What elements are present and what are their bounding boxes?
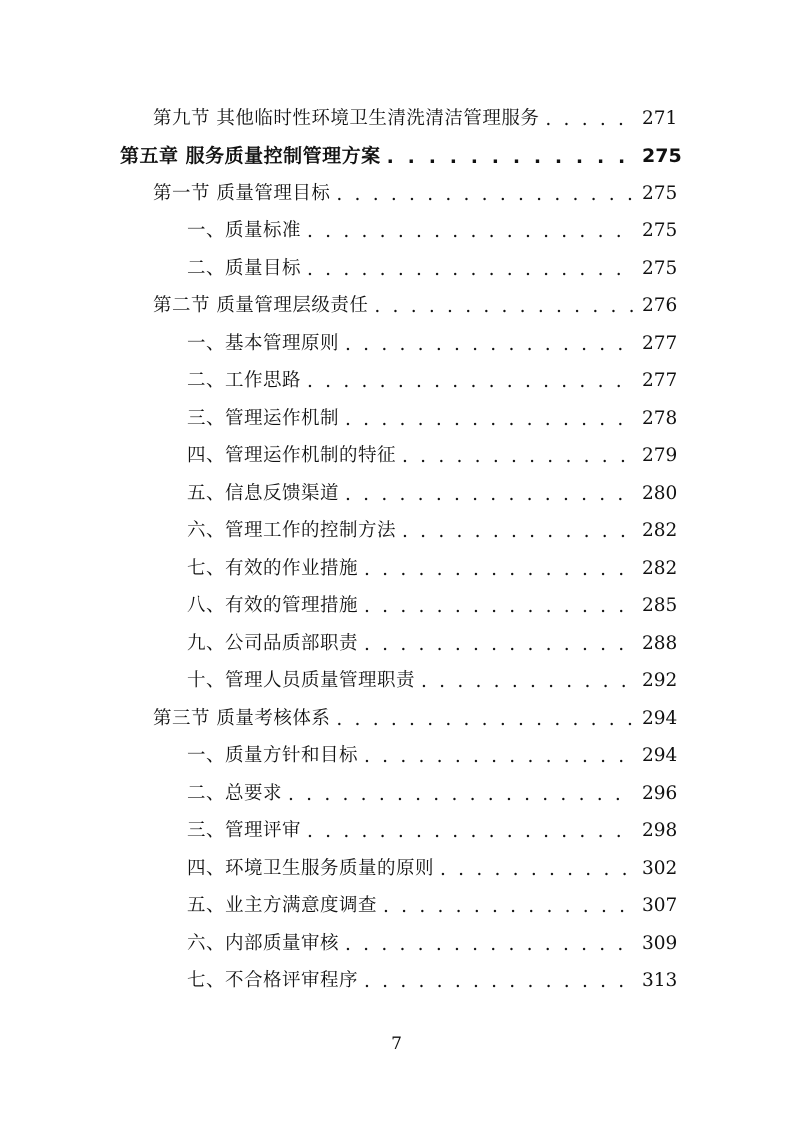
page-number: 7: [391, 1034, 402, 1054]
toc-entry-page: 294: [642, 745, 678, 766]
toc-entry-page: 275: [642, 144, 682, 167]
toc-entry-label: 第三节 质量考核体系: [153, 707, 331, 729]
toc-entry[interactable]: [0, 888, 793, 926]
toc-entry-label: 六、管理工作的控制方法: [187, 520, 397, 541]
toc-entry-label: 第九节 其他临时性环境卫生清洗清洁管理服务: [153, 107, 540, 129]
toc-entry-page: 298: [642, 820, 678, 841]
toc-dot-leader: [364, 636, 634, 655]
toc-entry[interactable]: [0, 625, 793, 663]
toc-entry[interactable]: [0, 363, 793, 401]
toc-entry-label: 四、环境卫生服务质量的原则: [187, 857, 435, 879]
toc-entry-page: 282: [642, 557, 678, 579]
toc-entry-label: 九、公司品质部职责: [187, 632, 359, 654]
toc-entry[interactable]: [0, 175, 793, 213]
toc-dot-leader: [345, 411, 634, 430]
toc-dot-leader: [364, 561, 634, 580]
toc-entry-page: 275: [642, 257, 678, 279]
toc-entry[interactable]: [0, 513, 793, 551]
toc-dot-leader: [387, 148, 634, 167]
toc-entry-label: 三、管理运作机制: [187, 407, 340, 429]
toc-entry-page: 296: [642, 782, 678, 804]
toc-entry-label: 二、工作思路: [187, 370, 302, 391]
toc-entry-page: 288: [642, 632, 678, 654]
toc-entry[interactable]: [0, 813, 793, 851]
toc-entry-page: 278: [642, 407, 678, 429]
toc-entry-label: 八、有效的管理措施: [187, 595, 359, 616]
toc-dot-leader: [440, 861, 634, 880]
toc-dot-leader: [364, 598, 634, 617]
toc-entry[interactable]: [0, 213, 793, 251]
toc-entry-label: 二、总要求: [187, 782, 283, 804]
toc-dot-leader: [288, 786, 634, 805]
toc-dot-leader: [545, 111, 634, 130]
toc-entry-page: 309: [642, 932, 678, 954]
toc-entry-label: 第一节 质量管理目标: [153, 182, 331, 204]
toc-entry-label: 一、基本管理原则: [187, 332, 340, 354]
toc-entry[interactable]: [0, 475, 793, 513]
toc-entry[interactable]: [0, 550, 793, 588]
toc-dot-leader: [374, 298, 634, 317]
toc-dot-leader: [307, 261, 634, 280]
toc-dot-leader: [336, 711, 634, 730]
toc-entry-label: 七、有效的作业措施: [187, 557, 359, 579]
toc-dot-leader: [345, 936, 634, 955]
toc-entry[interactable]: [0, 738, 793, 776]
toc-dot-leader: [336, 186, 634, 205]
toc-entry[interactable]: [0, 925, 793, 963]
toc-dot-leader: [307, 823, 634, 842]
toc-entry-label: 第二节 质量管理层级责任: [153, 295, 369, 316]
toc-dot-leader: [345, 486, 634, 505]
toc-entry-page: 294: [642, 707, 678, 729]
toc-entry[interactable]: [0, 438, 793, 476]
toc-entry-page: 275: [642, 220, 678, 241]
toc-entry-page: 280: [642, 482, 678, 504]
toc-entry-label: 七、不合格评审程序: [187, 970, 359, 991]
toc-entry[interactable]: [0, 400, 793, 438]
toc-dot-leader: [383, 898, 634, 917]
toc-entry-page: 271: [642, 107, 678, 129]
toc-entry[interactable]: [0, 588, 793, 626]
toc-entry-page: 307: [642, 895, 678, 916]
toc-dot-leader: [421, 673, 634, 692]
toc-dot-leader: [345, 336, 634, 355]
toc-dot-leader: [307, 373, 634, 392]
toc-entry[interactable]: [0, 325, 793, 363]
toc-entry[interactable]: [0, 663, 793, 701]
toc-entry-page: 292: [642, 670, 678, 691]
toc-entry-page: 282: [642, 520, 678, 541]
toc-dot-leader: [364, 973, 634, 992]
toc-entry-label: 六、内部质量审核: [187, 932, 340, 954]
toc-chapter-entry[interactable]: [0, 138, 793, 176]
toc-dot-leader: [307, 223, 634, 242]
toc-entry-label: 一、质量标准: [187, 220, 302, 241]
toc-entry-page: 279: [642, 445, 678, 466]
toc-entry-label: 二、质量目标: [187, 257, 302, 279]
toc-entry[interactable]: [0, 100, 793, 138]
toc-entry-page: 285: [642, 595, 678, 616]
toc-dot-leader: [364, 748, 634, 767]
table-of-contents: [0, 100, 793, 1000]
toc-entry-page: 313: [642, 970, 678, 991]
toc-entry-page: 275: [642, 182, 678, 204]
toc-entry-label: 一、质量方针和目标: [187, 745, 359, 766]
toc-entry[interactable]: [0, 963, 793, 1001]
toc-entry-label: 第五章 服务质量控制管理方案: [120, 144, 381, 167]
toc-dot-leader: [402, 448, 634, 467]
toc-entry-page: 277: [642, 370, 678, 391]
toc-entry-label: 五、业主方满意度调查: [187, 895, 378, 916]
toc-entry[interactable]: [0, 700, 793, 738]
toc-entry-page: 276: [642, 295, 678, 316]
toc-entry-label: 三、管理评审: [187, 820, 302, 841]
toc-dot-leader: [402, 523, 634, 542]
toc-entry[interactable]: [0, 288, 793, 326]
toc-entry-page: 302: [642, 857, 678, 879]
toc-entry-label: 五、信息反馈渠道: [187, 482, 340, 504]
toc-entry-label: 四、管理运作机制的特征: [187, 445, 397, 466]
toc-entry-page: 277: [642, 332, 678, 354]
toc-entry[interactable]: [0, 250, 793, 288]
toc-entry[interactable]: [0, 775, 793, 813]
toc-entry-label: 十、管理人员质量管理职责: [187, 670, 416, 691]
toc-entry[interactable]: [0, 850, 793, 888]
